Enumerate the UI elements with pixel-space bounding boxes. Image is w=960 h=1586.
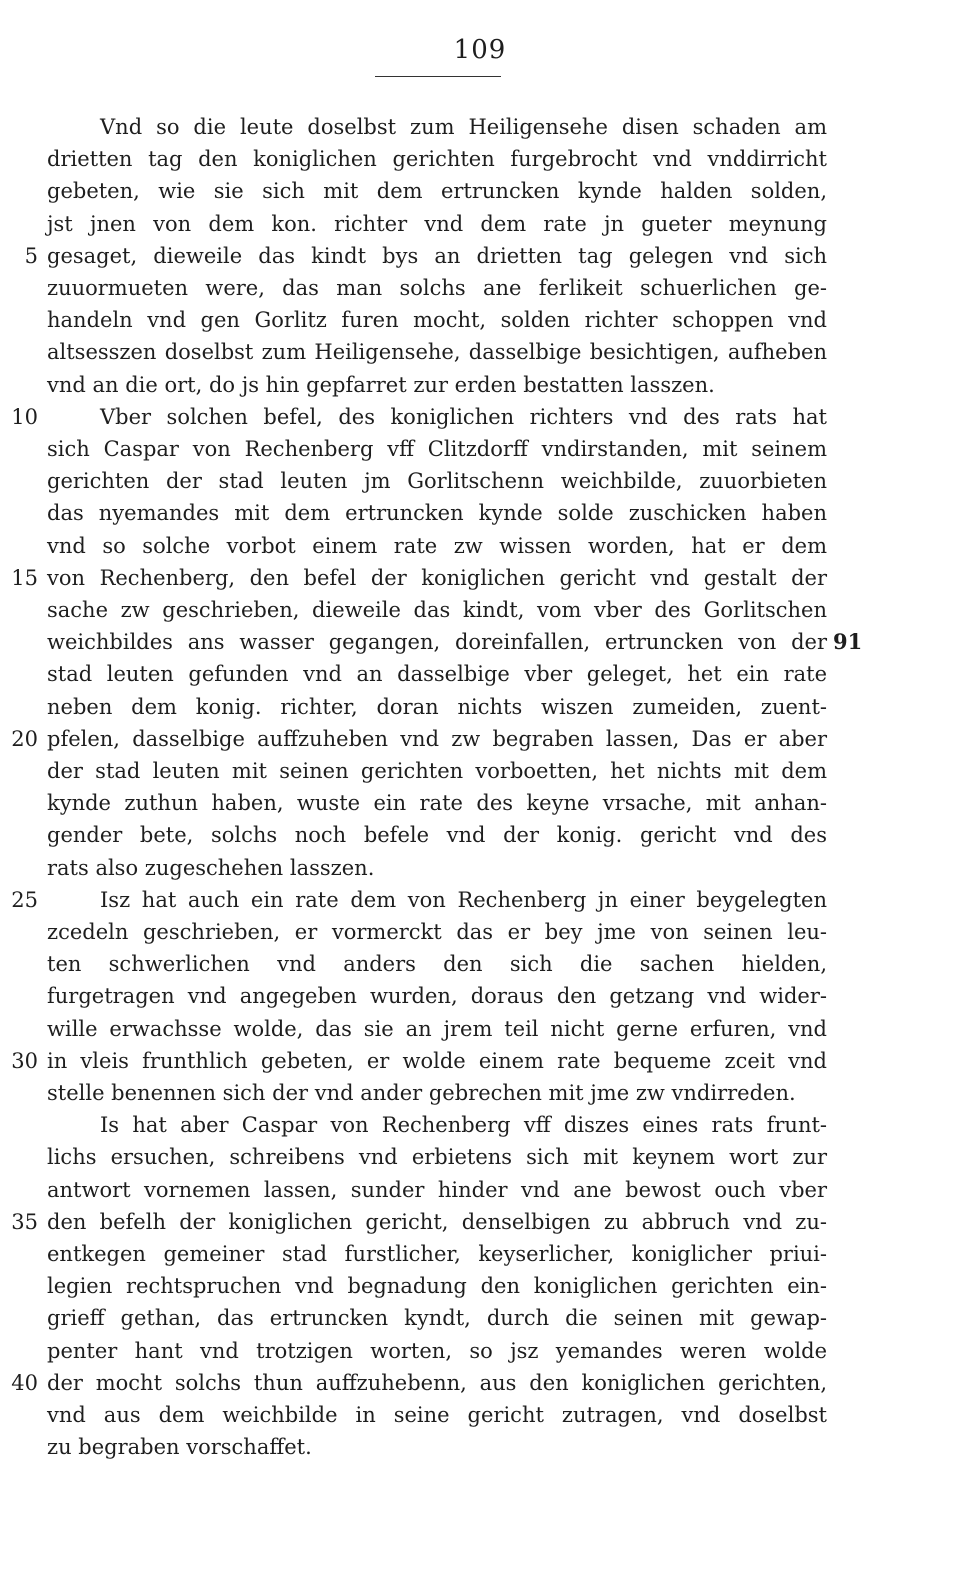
line-number: 30 (11, 1048, 38, 1073)
text-line: handeln vnd gen Gorlitz furen mocht, solden richter schoppen vnd (47, 308, 827, 333)
text-line: vnd aus dem weichbilde in seine gericht zutragen, vnd doselbst (47, 1403, 827, 1427)
text-line: den befelh der koniglichen gericht, denselbigen zu abbruch vnd zu- (47, 1209, 827, 1234)
line-number: 15 (11, 565, 38, 590)
text-line: gender bete, solchs noch befele vnd der konig. gericht vnd des (47, 823, 827, 848)
text-line: jst jnen von dem kon. richter vnd dem rate jn gueter meynung (47, 211, 827, 236)
text-line: lichs ersuchen, schreibens vnd erbietens sich mit keynem wort zur (47, 1145, 827, 1170)
text-line: stad leuten gefunden vnd an dasselbige vber geleget, het ein rate (47, 662, 827, 687)
text-line: der mocht solchs thun auffzuhebenn, aus den koniglichen gerichten, (47, 1370, 827, 1395)
text-line: rats also zugeschehen lasszen. (47, 855, 375, 880)
text-line: sich Caspar von Rechenberg vff Clitzdorff vndirstanden, mit seinem (47, 437, 827, 461)
text-line: zcedeln geschrieben, er vormerckt das er bey jme von seinen leu- (47, 920, 827, 944)
text-line: Is hat aber Caspar von Rechenberg vff diszes eines rats frunt- (100, 1113, 827, 1138)
text-line: vnd an die ort, do js hin gepfarret zur erden bestatten lasszen. (47, 372, 715, 397)
line-number: 20 (11, 726, 38, 751)
text-line: der stad leuten mit seinen gerichten vorboetten, het nichts mit dem (47, 759, 827, 783)
text-line: furgetragen vnd angegeben wurden, doraus den getzang vnd wider- (47, 984, 827, 1009)
line-number: 35 (11, 1209, 38, 1234)
text-line: vnd so solche vorbot einem rate zw wissen worden, hat er dem (47, 533, 827, 558)
text-line: in vleis frunthlich gebeten, er wolde einem rate bequeme zceit vnd (47, 1048, 827, 1073)
text-line: sache zw geschrieben, dieweile das kindt, vom vber des Gorlitschen (47, 598, 827, 622)
text-line: gerichten der stad leuten jm Gorlitschenn weichbilde, zuuorbieten (47, 469, 827, 494)
text-line: pfelen, dasselbige auffzuheben vnd zw begraben lassen, Das er aber (47, 726, 827, 751)
line-number: 10 (11, 404, 38, 429)
text-line: Isz hat auch ein rate dem von Rechenberg jn einer beygelegten (100, 887, 827, 912)
line-number: 40 (11, 1370, 38, 1395)
text-line: Vber solchen befel, des koniglichen richters vnd des rats hat (100, 404, 827, 429)
text-line: legien rechtspruchen vnd begnadung den koniglichen gerichten ein- (47, 1274, 827, 1299)
text-line: weichbildes ans wasser gegangen, doreinfallen, ertruncken von der (47, 630, 827, 655)
text-line: wille erwachsse wolde, das sie an jrem teil nicht gerne erfuren, vnd (47, 1016, 827, 1041)
text-line: von Rechenberg, den befel der koniglichen gericht vnd gestalt der (47, 565, 827, 590)
line-number: 5 (24, 243, 38, 268)
text-line: altsesszen doselbst zum Heiligensehe, dasselbige besichtigen, aufheben (47, 340, 827, 365)
text-line: kynde zuthun haben, wuste ein rate des keyne vrsache, mit anhan- (47, 791, 827, 816)
text-line: grieff gethan, das ertruncken kyndt, durch die seinen mit gewap- (47, 1306, 827, 1331)
text-line: das nyemandes mit dem ertruncken kynde solde zuschicken haben (47, 501, 827, 526)
text-line: Vnd so die leute doselbst zum Heiligensehe disen schaden am (100, 115, 827, 139)
text-line: gesaget, dieweile das kindt bys an drietten tag gelegen vnd sich (47, 243, 827, 268)
margin-reference: 91 (833, 629, 863, 655)
text-line: drietten tag den koniglichen gerichten furgebrocht vnd vnddirricht (47, 147, 827, 172)
text-line: ten schwerlichen vnd anders den sich die sachen hielden, (47, 952, 827, 977)
text-line: penter hant vnd trotzigen worten, so jsz yemandes weren wolde (47, 1338, 827, 1363)
text-line: zu begraben vorschaffet. (47, 1435, 312, 1460)
text-line: stelle benennen sich der vnd ander gebrechen mit jme zw vndirreden. (47, 1081, 796, 1105)
text-line: entkegen gemeiner stad furstlicher, keyserlicher, koniglicher priui- (47, 1242, 827, 1266)
text-line: gebeten, wie sie sich mit dem ertruncken kynde halden solden, (47, 179, 827, 204)
text-line: zuuormueten were, das man solchs ane ferlikeit schuerlichen ge- (47, 276, 827, 300)
text-line: antwort vornemen lassen, sunder hinder vnd ane bewost ouch vber (47, 1177, 827, 1202)
text-line: neben dem konig. richter, doran nichts wiszen zumeiden, zuent- (47, 694, 827, 719)
page-number: 109 (453, 35, 507, 65)
line-number: 25 (11, 887, 38, 912)
